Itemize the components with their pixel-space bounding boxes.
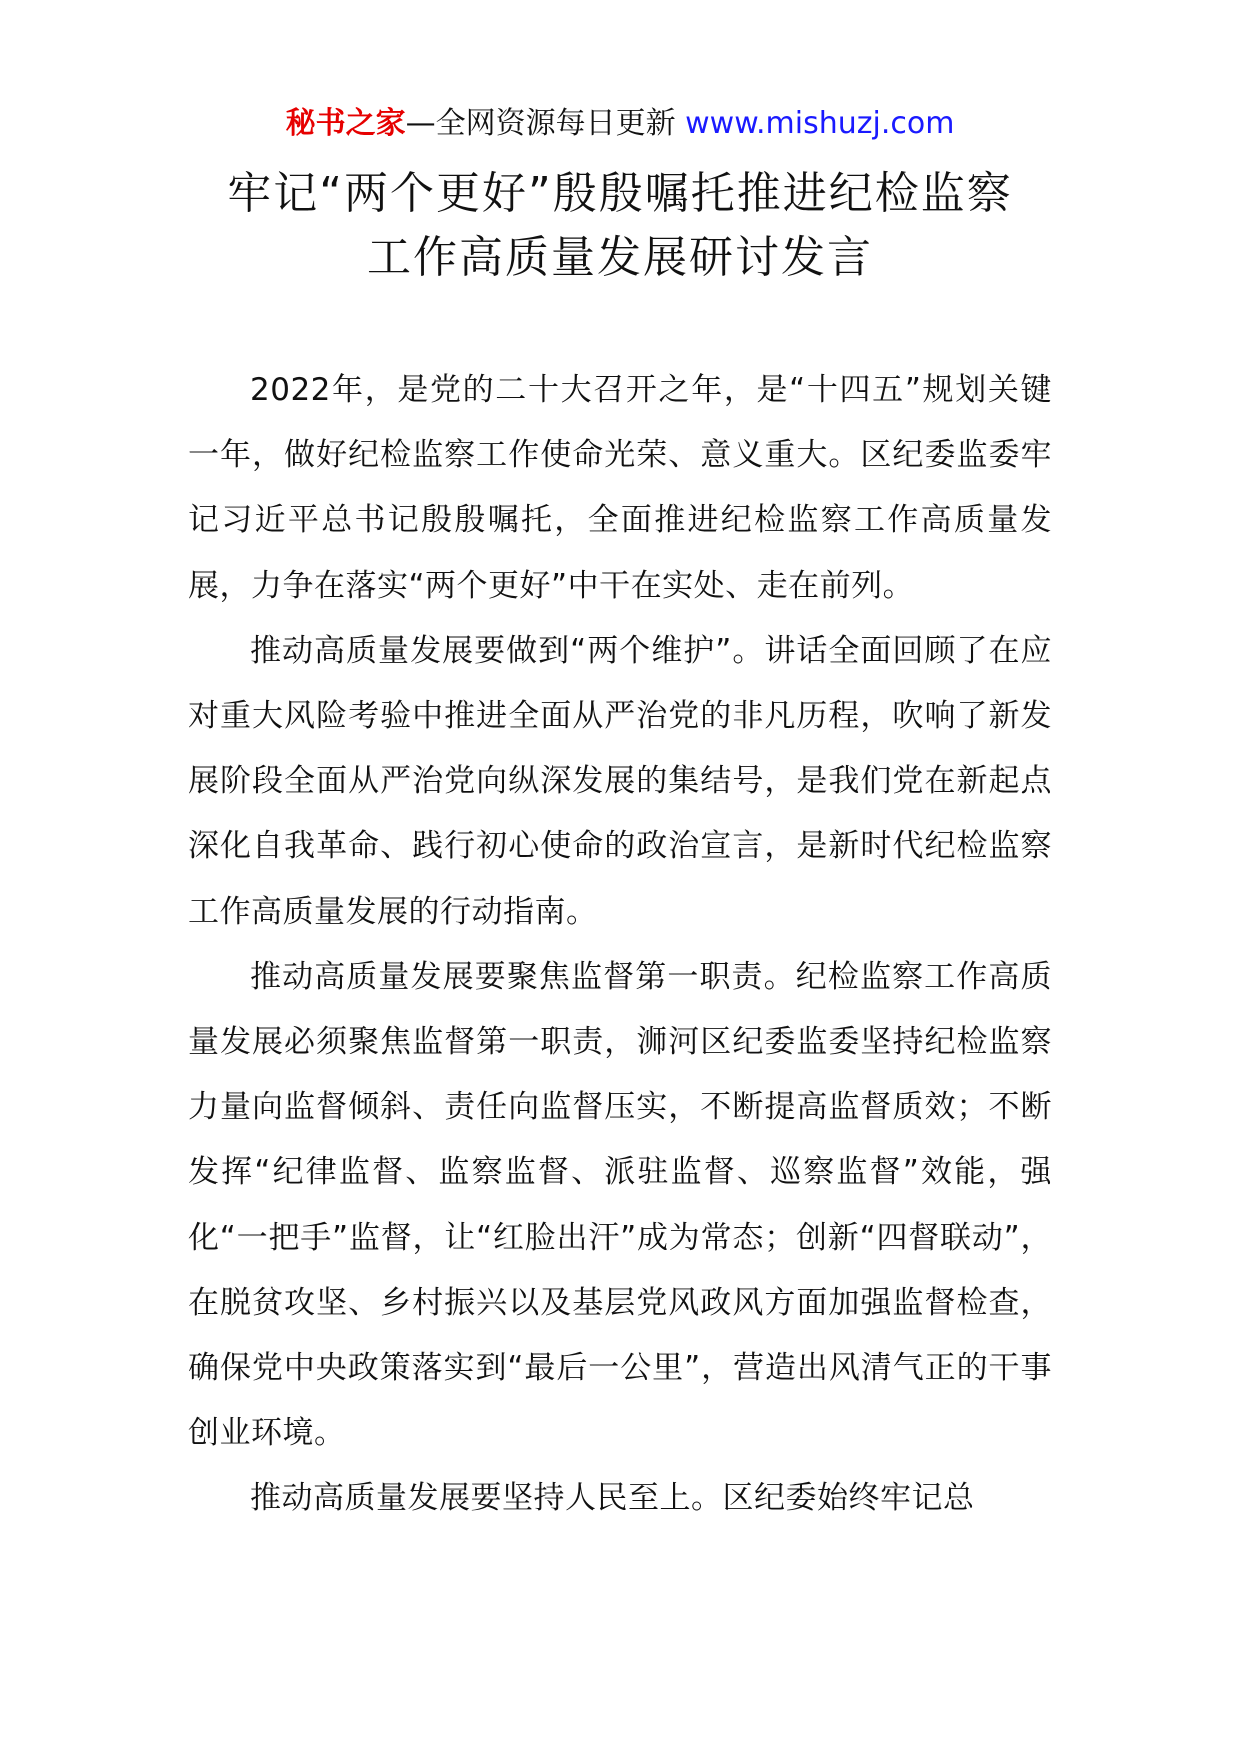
site-url-link[interactable]: www.mishuzj.com (685, 106, 955, 141)
document-body (188, 358, 1052, 1532)
paragraph-people-first: 推动高质量发展要坚持人民至上。区纪委始终牢记总 (250, 1480, 975, 1517)
paragraph-two-maintains: 推动高质量发展要做到“两个维护”。讲话全面回顾了在应对重大风险考验中推进全面从严治党的非凡历程，吹响了新发展阶段全面从严治党向纵深发展的集结号，是我们党在新起点深化自我革命、践行初心使命的政治宣言，是新时代纪检监察工作高质量发展的行动指南。 (188, 632, 1052, 930)
paragraph-supervision: 推动高质量发展要聚焦监督第一职责。纪检监察工作高质量发展必须聚焦监督第一职责，浉河区纪委监委坚持纪检监察力量向监督倾斜、责任向监督压实，不断提高监督质效；不断发挥“纪律监督、监察监督、派驻监督、巡察监督”效能，强化“一把手”监督，让“红脸出汗”成为常态；创新“四督联动”，在脱贫攻坚、乡村振兴以及基层党风政风方面加强监督检查，确保党中央政策落实到“最后一公里”，营造出风清气正的干事创业环境。 (188, 958, 1052, 1452)
paragraph-intro: 2022年，是党的二十大召开之年，是“十四五”规划关键一年，做好纪检监察工作使命光荣、意义重大。区纪委监委牢记习近平总书记殷殷嘱托，全面推进纪检监察工作高质量发展，力争在落实“两个更好”中干在实处、走在前列。 (188, 372, 1052, 604)
site-brand: 秘书之家 (285, 106, 406, 141)
document-title-line-2: 工作高质量发展研讨发言 (367, 232, 873, 283)
site-header (0, 104, 1240, 144)
document-title-line-1: 牢记“两个更好”殷殷嘱托推进纪检监察 (227, 168, 1013, 219)
site-tagline: —全网资源每日更新 (405, 106, 686, 141)
document-title (140, 162, 1100, 290)
